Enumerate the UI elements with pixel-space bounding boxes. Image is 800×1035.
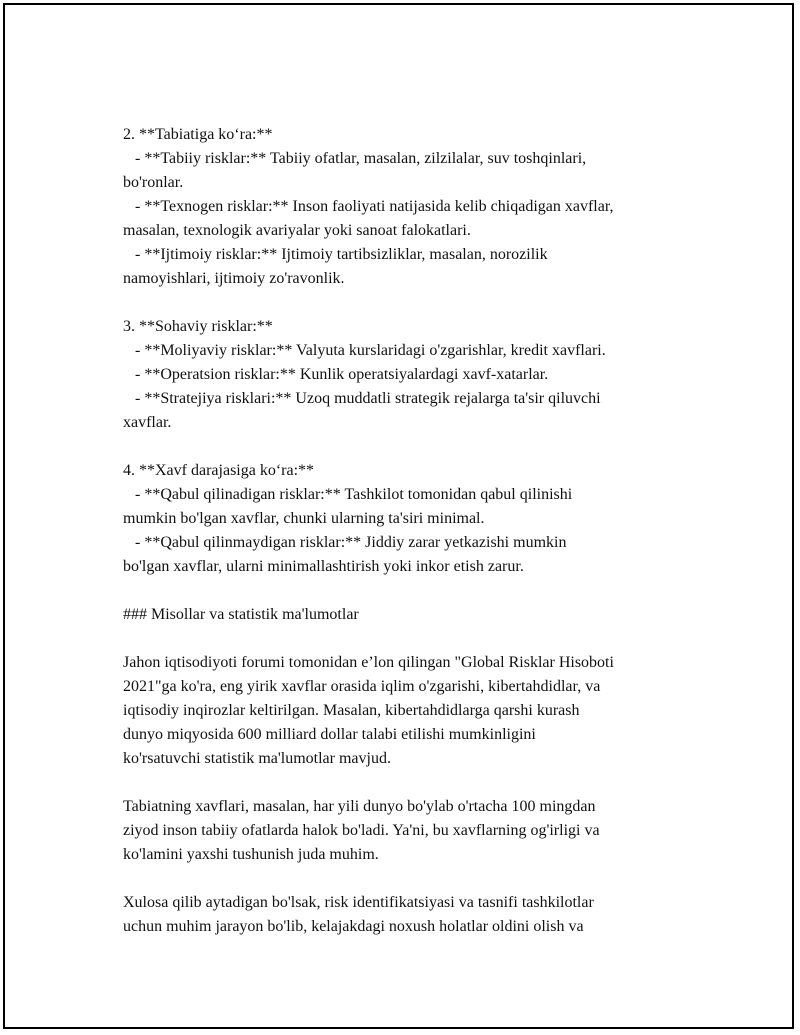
- section-by-risk-level: [123, 459, 703, 579]
- document-page: [3, 3, 794, 1029]
- paragraph-line: Tabiatning xavflari, masalan, har yili dunyo bo'ylab o'rtacha 100 mingdan: [123, 798, 596, 815]
- paragraph-spacer: [123, 291, 703, 315]
- paragraph-line: ko'rsatuvchi statistik ma'lumotlar mavjud.: [123, 750, 391, 767]
- paragraph-spacer: [123, 435, 703, 459]
- section-by-sector: [123, 315, 703, 435]
- list-item-line: - **Moliyaviy risklar:** Valyuta kurslaridagi o'zgarishlar, kredit xavflari.: [123, 342, 606, 359]
- list-item-line: - **Operatsion risklar:** Kunlik operatsiyalardagi xavf-xatarlar.: [123, 366, 549, 383]
- paragraph-conclusion: [123, 891, 703, 939]
- list-item-line: - **Stratejiya risklari:** Uzoq muddatli strategik rejalarga ta'sir qiluvchi: [123, 390, 601, 407]
- section-heading: 4. **Xavf darajasiga ko‘ra:**: [123, 462, 315, 479]
- list-item-line: - **Texnogen risklar:** Inson faoliyati natijasida kelib chiqadigan xavflar,: [123, 198, 614, 215]
- list-item-line: - **Ijtimoiy risklar:** Ijtimoiy tartibsizliklar, masalan, norozilik: [123, 246, 548, 263]
- paragraph-line: ziyod inson tabiiy ofatlarda halok bo'ladi. Ya'ni, bu xavflarning og'irligi va: [123, 822, 600, 839]
- paragraph-spacer: [123, 627, 703, 651]
- paragraph-natural-hazards: [123, 795, 703, 867]
- document-body: [123, 123, 703, 939]
- list-item-line: bo'ronlar.: [123, 174, 184, 191]
- paragraph-spacer: [123, 867, 703, 891]
- section-heading: 3. **Sohaviy risklar:**: [123, 318, 273, 335]
- list-item-line: masalan, texnologik avariyalar yoki sanoat falokatlari.: [123, 222, 471, 239]
- paragraph-line: dunyo miqyosida 600 milliard dollar talabi etilishi mumkinligini: [123, 726, 536, 743]
- list-item-line: - **Qabul qilinadigan risklar:** Tashkilot tomonidan qabul qilinishi: [123, 486, 573, 503]
- paragraph-line: Jahon iqtisodiyoti forumi tomonidan e’lon qilingan "Global Risklar Hisoboti: [123, 654, 614, 671]
- paragraph-spacer: [123, 579, 703, 603]
- paragraph-spacer: [123, 771, 703, 795]
- paragraph-line: Xulosa qilib aytadigan bo'lsak, risk identifikatsiyasi va tasnifi tashkilotlar: [123, 894, 594, 911]
- list-item-line: - **Qabul qilinmaydigan risklar:** Jiddiy zarar yetkazishi mumkin: [123, 534, 567, 551]
- list-item-line: namoyishlari, ijtimoiy zo'ravonlik.: [123, 270, 345, 287]
- list-item-line: xavflar.: [123, 414, 172, 431]
- list-item-line: mumkin bo'lgan xavflar, chunki ularning ta'siri minimal.: [123, 510, 485, 527]
- section-by-nature: [123, 123, 703, 291]
- paragraph-line: 2021"ga ko'ra, eng yirik xavflar orasida iqlim o'zgarishi, kibertahdidlar, va: [123, 678, 601, 695]
- list-item-line: - **Tabiiy risklar:** Tabiiy ofatlar, masalan, zilzilalar, suv toshqinlari,: [123, 150, 587, 167]
- section-heading: 2. **Tabiatiga ko‘ra:**: [123, 126, 273, 143]
- subheading: ### Misollar va statistik ma'lumotlar: [123, 606, 359, 623]
- paragraph-line: uchun muhim jarayon bo'lib, kelajakdagi noxush holatlar oldini olish va: [123, 918, 584, 935]
- paragraph-line: iqtisodiy inqirozlar keltirilgan. Masalan, kibertahdidlarga qarshi kurash: [123, 702, 580, 719]
- paragraph-global-risks: [123, 651, 703, 771]
- paragraph-line: ko'lamini yaxshi tushunish juda muhim.: [123, 846, 379, 863]
- list-item-line: bo'lgan xavflar, ularni minimallashtirish yoki inkor etish zarur.: [123, 558, 524, 575]
